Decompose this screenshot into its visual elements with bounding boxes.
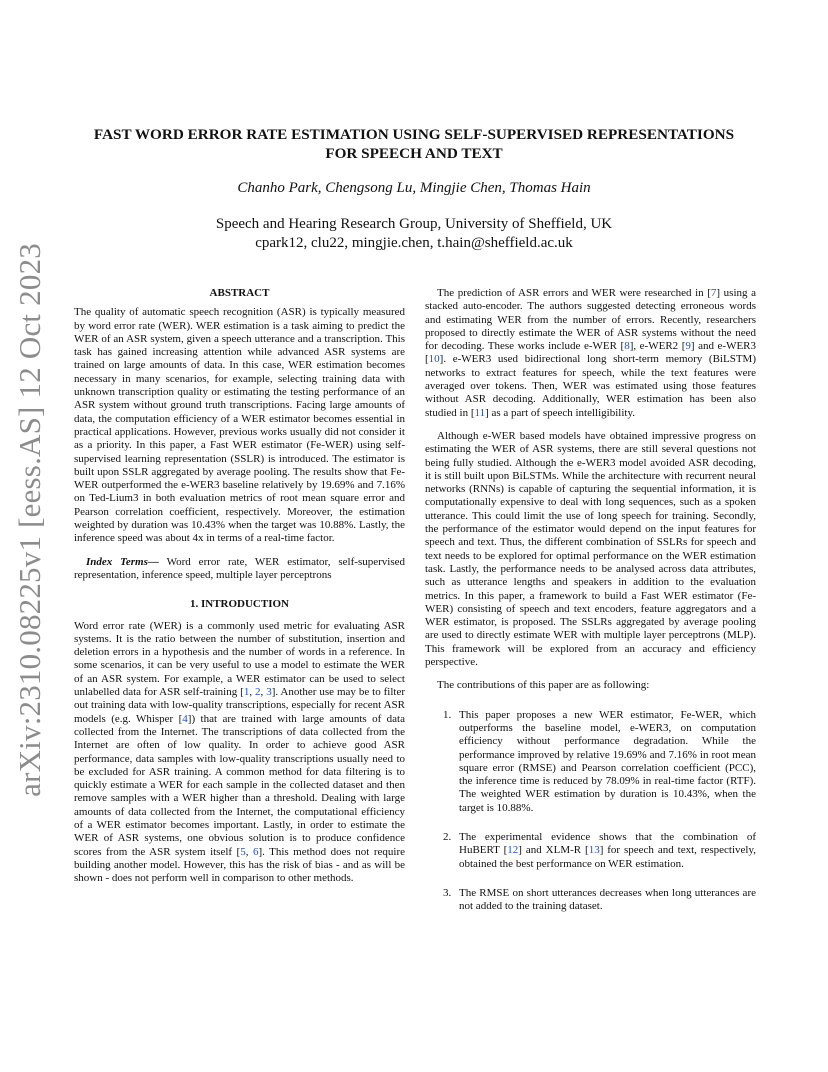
left-column	[74, 287, 405, 885]
citation-link-4[interactable]: 4	[182, 712, 188, 725]
index-terms-label: Index Terms—	[86, 555, 159, 568]
abstract-text: The quality of automatic speech recognition (ASR) is typically measured by word error rate (WER). WER estimation is a task aiming to predict the WER of an ASR system, given a speech utterance and a transcription. This task has gained increasing attention while advanced ASR systems are trained on large amounts of data. In this case, WER estimation becomes necessary in many scenarios, for example, selecting training data with unknown transcription quality or estimating the testing performance of an ASR system without ground truth transcriptions. Facing large amounts of data, the computation efficiency of a WER estimator becomes essential in practical applications. However, previous works usually did not consider it as a priority. In this paper, a Fast WER estimator (Fe-WER) using self-supervised learning representation (SSLR) is introduced. The estimator is built upon SSLR aggregated by average pooling. The results show that Fe-WER outperformed the e-WER3 baseline relatively by 19.69% and 7.16% on Ted-Lium3 in both evaluation metrics of root mean square error and Pearson correlation coefficient, respectively. Moreover, the estimation weighted by duration was 10.43% when the target was 10.88%. Lastly, the inference speed was about 4x in terms of a real-time factor.	[74, 306, 405, 545]
intro-paragraph-2: The prediction of ASR errors and WER were researched in [7] using a stacked auto-encoder. The authors suggested detecting erroneous words and estimating WER from the number of errors. Recently, researchers proposed to directly estimate the WER of ASR systems without the need for decoding. These works include e-WER [8], e-WER2 [9] and e-WER3 [10]. e-WER3 used bidirectional long short-term memory (BiLSTM) networks to extract features for speech, while the text features were averaged over tokens. Then, WER was estimated using those features without ASR decoding. Additionally, WER estimation has been also studied in [11] as a part of speech intelligibility.	[425, 287, 757, 419]
contribution-item-2: 2. The experimental evidence shows that the combination of HuBERT [12] and XLM-R [13] for speech and text, respectively, obtained the best performance on WER estimation.	[443, 830, 756, 870]
citation-link-3[interactable]: 3	[266, 686, 272, 699]
title-line-1: FAST WORD ERROR RATE ESTIMATION USING SELF-SUPERVISED REPRESENTATIONS	[93, 126, 735, 143]
contribution-number-3: 3.	[443, 886, 452, 899]
contribution-number-2: 2.	[443, 830, 452, 843]
author-emails: cpark12, clu22, mingjie.chen, t.hain@sheffield.ac.uk	[255, 234, 573, 251]
citation-link-8[interactable]: 8	[624, 340, 630, 353]
introduction-heading: 1. INTRODUCTION	[189, 598, 289, 611]
contribution-item-1	[425, 709, 756, 815]
contribution-text-3: The RMSE on short utterances decreases when long utterances are not added to the training dataset.	[459, 886, 756, 913]
citation-link-9[interactable]: 9	[685, 340, 691, 353]
contribution-text-1: This paper proposes a new WER estimator, Fe-WER, which outperforms the baseline model, e-WER3, on computation efficiency without performance degradation. While the performance improved by relative 19.69% and 7.16% in root mean square error (RMSE) and Pearson correlation coefficient (PCC), the inference time is reduced by 78.09% in real-time factor (RTF). The weighted WER estimation by duration is 10.43%, when the target is 10.88%.	[459, 708, 756, 814]
contributions-list	[425, 709, 756, 914]
citation-link-10[interactable]: 10	[428, 353, 440, 366]
citation-link-6[interactable]: 6	[252, 845, 259, 858]
citation-link-7[interactable]: 7	[710, 287, 717, 299]
affiliation: Speech and Hearing Research Group, University of Sheffield, UK	[215, 216, 613, 232]
author-list: Chanho Park, Chengsong Lu, Mingjie Chen, Thomas Hain	[237, 180, 591, 196]
citation-link-2[interactable]: 2	[255, 686, 261, 699]
contributions-intro: The contributions of this paper are as following:	[437, 679, 650, 692]
contribution-number-1: 1.	[443, 708, 452, 721]
citation-link-13[interactable]: 13	[588, 844, 600, 857]
right-column	[425, 287, 756, 929]
intro-paragraph-1: Word error rate (WER) is a commonly used metric for evaluating ASR systems. It is the ratio between the number of substitution, insertion and deletion errors in a hypothesis and the number of words in a reference. In some scenarios, it can be very useful to use a model to estimate the WER of an ASR system. For example, a WER estimator can be used to select unlabelled data for ASR self-training [1, 2, 3]. Another use may be to filter out training data with low-quality transcriptions, especially for recent ASR models (e.g. Whisper [4]) that are trained with large amounts of data collected from the Internet. The transcriptions of data collected from the Internet are often of low quality. In order to achieve good ASR performance, data samples with low-quality transcriptions usually need to be excluded for ASR training. A common method for data filtering is to quickly estimate a WER for each sample in the collected dataset and then remove samples with a WER higher than a threshold. Dealing with large amounts of data collected from the Internet, the computational efficiency of a WER estimator becomes important. Lastly, in order to estimate the WER of ASR systems, one obvious solution is to produce confidence scores from the ASR system itself [5, 6]. This method does not require building another model. However, this has the risk of bias - and as will be shown - does not perform well in comparison to other methods.	[74, 619, 406, 885]
index-terms-text: Word error rate, WER estimator, self-supervised representation, inference speed, multiple layer perceptrons	[74, 555, 405, 581]
citation-link-12[interactable]: 12	[507, 844, 519, 857]
citation-link-1[interactable]: 1	[243, 686, 250, 699]
contribution-item-3	[425, 887, 756, 914]
index-terms	[74, 556, 405, 583]
affiliation-block	[60, 215, 768, 252]
intro-paragraph-3: Although e-WER based models have obtained impressive progress on estimating the WER of ASR systems, there are still several questions not being fully studied. Although the e-WER3 model avoided ASR decoding, it is still built upon BiLSTMs. While the architecture with recurrent neural networks (RNNs) is capable of capturing the sequential information, it is computationally expensive to deal with long sequences, such as a spoken utterance. This could limit the use of long speech for training. Secondly, the performance of the estimator would depend on the input features for speech and text. Thus, the different combination of SSLRs for speech and text needs to be explored for optimal performance on the WER estimation task. Lastly, the performance needs to be analysed across data attributes, such as utterance lengths and speakers in addition to the evaluation metrics. In this paper, a framework to build a Fast WER estimator (Fe-WER) consisting of speech and text encoders, feature aggregators and a WER estimator, is proposed. The SSLRs aggregated by average pooling are used to directly estimate WER with multiple layer perceptrons (MLP). This framework will be explored from an accuracy and efficiency perspective.	[425, 429, 756, 669]
abstract-heading: ABSTRACT	[209, 287, 270, 299]
citation-link-5[interactable]: 5	[240, 845, 246, 858]
arxiv-stamp	[4, 243, 56, 797]
arxiv-stamp-text: arXiv:2310.08225v1 [eess.AS] 12 Oct 2023	[12, 243, 47, 797]
title-line-2: FOR SPEECH AND TEXT	[325, 145, 503, 162]
citation-link-11[interactable]: 11	[474, 406, 486, 419]
paper-title	[60, 125, 768, 163]
